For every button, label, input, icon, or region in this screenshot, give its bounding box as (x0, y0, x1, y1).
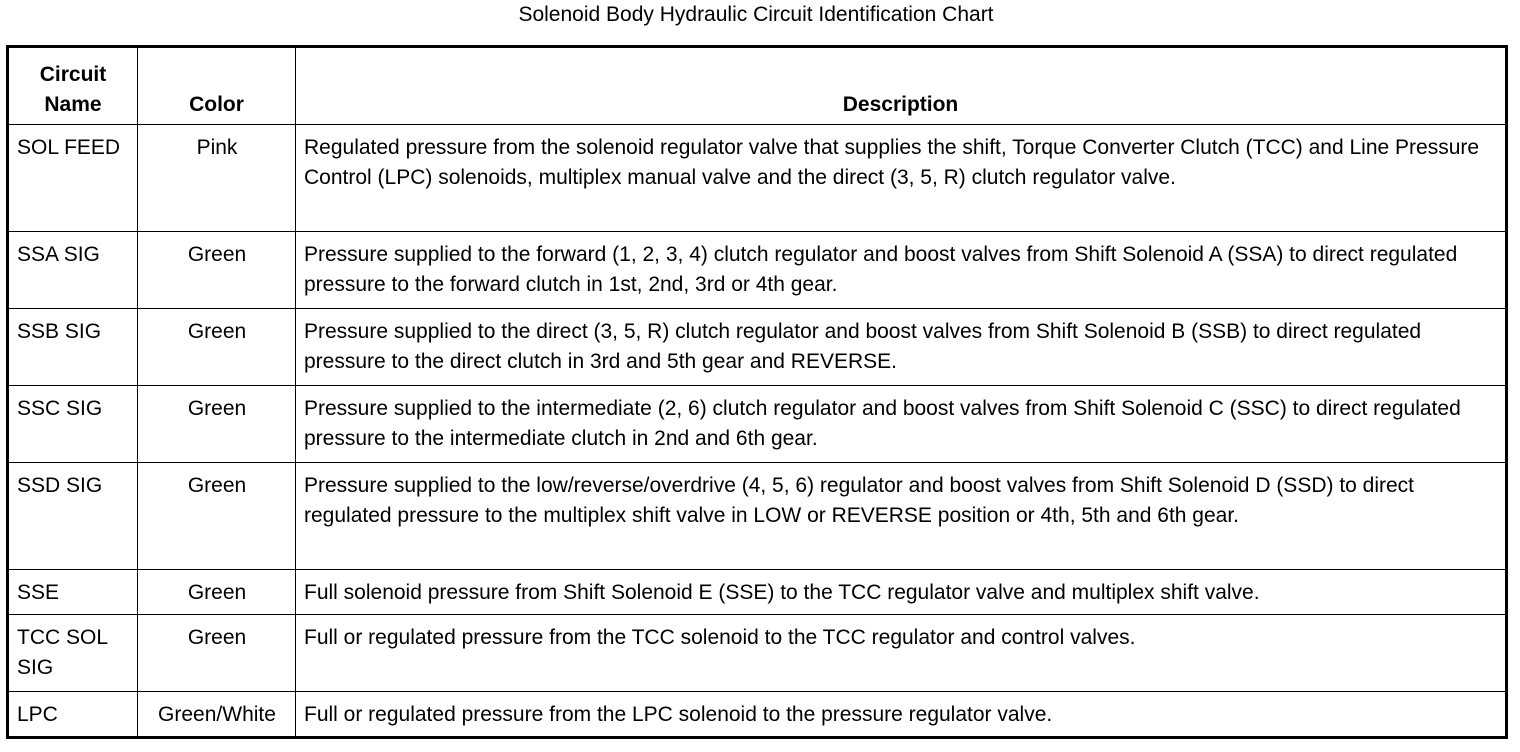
table-row (8, 570, 1507, 615)
description-cell: Regulated pressure from the solenoid regulator valve that supplies the shift, Torque Converter Clutch (TCC) and Line Pressure Control (LPC) solenoids, multiplex manual valve and the direct (3, 5, R) clutch regulator valve. (296, 125, 1507, 232)
color-cell: Green (138, 309, 296, 386)
description-cell: Full solenoid pressure from Shift Solenoid E (SSE) to the TCC regulator valve and multiplex shift valve. (296, 570, 1507, 615)
table-row (8, 463, 1507, 570)
table-row (8, 615, 1507, 692)
column-header-circuit-name: Circuit Name (8, 47, 138, 125)
color-cell: Green (138, 463, 296, 570)
circuit-name-cell: SSB SIG (8, 309, 138, 386)
description-cell: Pressure supplied to the direct (3, 5, R) clutch regulator and boost valves from Shift Solenoid B (SSB) to direct regulated pressure to the direct clutch in 3rd and 5th gear and REVERSE. (296, 309, 1507, 386)
description-cell: Full or regulated pressure from the LPC solenoid to the pressure regulator valve. (296, 692, 1507, 738)
table-row (8, 386, 1507, 463)
circuit-name-cell: SSE (8, 570, 138, 615)
table-row (8, 692, 1507, 738)
circuit-name-cell: TCC SOL SIG (8, 615, 138, 692)
description-cell: Pressure supplied to the forward (1, 2, 3, 4) clutch regulator and boost valves from Shift Solenoid A (SSA) to direct regulated pressure to the forward clutch in 1st, 2nd, 3rd or 4th gear. (296, 232, 1507, 309)
circuit-name-cell: SSC SIG (8, 386, 138, 463)
table-row (8, 125, 1507, 232)
description-cell: Pressure supplied to the intermediate (2, 6) clutch regulator and boost valves from Shift Solenoid C (SSC) to direct regulated pressure to the intermediate clutch in 2nd and 6th gear. (296, 386, 1507, 463)
circuit-name-cell: SSA SIG (8, 232, 138, 309)
description-cell: Pressure supplied to the low/reverse/overdrive (4, 5, 6) regulator and boost valves from Shift Solenoid D (SSD) to direct regulated pressure to the multiplex shift valve in LOW or REVERSE position or 4th, 5th and 6th gear. (296, 463, 1507, 570)
color-cell: Green (138, 386, 296, 463)
circuit-name-cell: SSD SIG (8, 463, 138, 570)
header-row (8, 47, 1507, 125)
description-cell: Full or regulated pressure from the TCC solenoid to the TCC regulator and control valves. (296, 615, 1507, 692)
table-row (8, 232, 1507, 309)
color-cell: Green (138, 570, 296, 615)
column-header-description: Description (296, 47, 1507, 125)
circuit-identification-table (6, 45, 1508, 739)
color-cell: Green (138, 232, 296, 309)
table-row (8, 309, 1507, 386)
color-cell: Green (138, 615, 296, 692)
color-cell: Green/White (138, 692, 296, 738)
chart-title: Solenoid Body Hydraulic Circuit Identification Chart (518, 3, 994, 26)
circuit-name-cell: SOL FEED (8, 125, 138, 232)
color-cell: Pink (138, 125, 296, 232)
column-header-color: Color (138, 47, 296, 125)
circuit-name-cell: LPC (8, 692, 138, 738)
